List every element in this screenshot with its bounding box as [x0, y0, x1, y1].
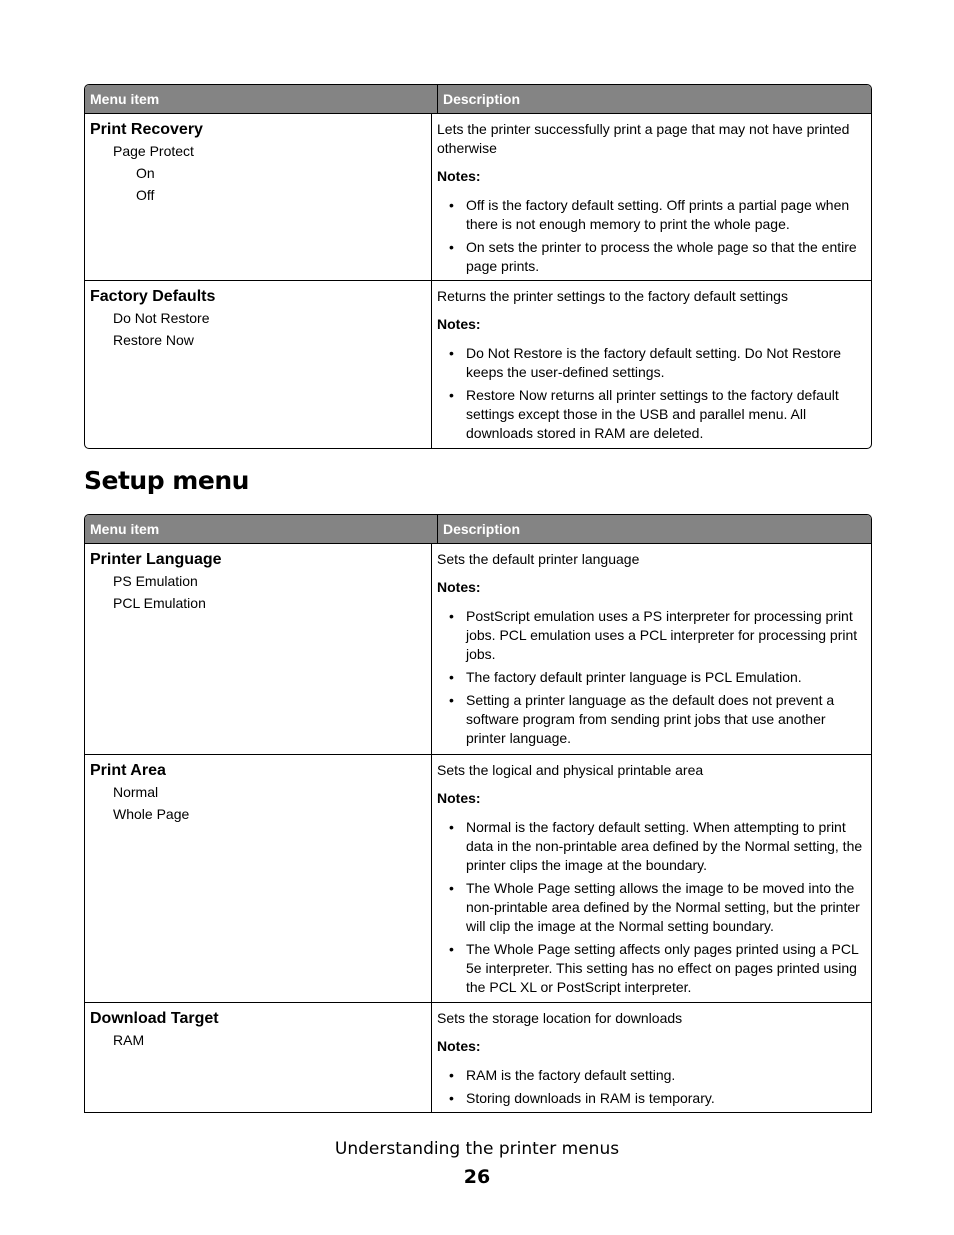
menu-item-title: Printer Language: [90, 551, 222, 568]
list-item: • Normal is the factory default setting. When attempting to print data in the non-printable area defined by the Normal setting, the printer clips the image at the boundary.: [437, 818, 867, 875]
description-cell: [432, 755, 871, 1002]
menu-item-cell: [85, 114, 432, 280]
description-cell: [432, 1003, 871, 1112]
list-item: • The factory default printer language is PCL Emulation.: [437, 668, 867, 687]
notes-list: [437, 344, 867, 443]
notes-label: Notes:: [437, 579, 481, 595]
menu-option: RAM: [113, 1032, 145, 1048]
table-row: [85, 1002, 871, 1112]
list-item: • PostScript emulation uses a PS interpreter for processing print jobs. PCL emulation uses a PCL interpreter for processing print jobs.: [437, 607, 867, 664]
notes-label: Notes:: [437, 168, 481, 184]
list-item: • Setting a printer language as the default does not prevent a software program from sending print jobs that use another printer language.: [437, 691, 867, 748]
description-text: Sets the logical and physical printable area: [437, 762, 704, 778]
description-text: Returns the printer settings to the factory default settings: [437, 288, 788, 304]
menu-option: Restore Now: [113, 332, 194, 348]
notes-label: Notes:: [437, 1038, 481, 1054]
list-item: • Off is the factory default setting. Off prints a partial page when there is not enough memory to print the whole page.: [437, 196, 867, 234]
column-header-menu-item: Menu item: [85, 515, 438, 543]
footer-chapter-title: Understanding the printer menus: [334, 1139, 620, 1159]
menu-option: Do Not Restore: [113, 310, 210, 326]
table-header: [85, 85, 871, 114]
menu-item-cell: [85, 1003, 432, 1112]
menu-item-title: Print Area: [90, 762, 166, 779]
list-item: • Do Not Restore is the factory default setting. Do Not Restore keeps the user-defined settings.: [437, 344, 867, 382]
menu-item-cell: [85, 544, 432, 754]
notes-list: [437, 196, 867, 276]
page-number: 26: [463, 1166, 491, 1188]
list-item: • RAM is the factory default setting.: [437, 1066, 867, 1085]
menu-item-title: Download Target: [90, 1010, 219, 1027]
notes-list: [437, 818, 867, 997]
menu-option: Whole Page: [113, 806, 190, 822]
notes-label: Notes:: [437, 790, 481, 806]
list-item: • The Whole Page setting allows the image to be moved into the non-printable area defined by the Normal setting, but the printer will clip the image at the Normal setting boundary.: [437, 879, 867, 936]
menu-item-cell: [85, 755, 432, 1002]
list-item: • The Whole Page setting affects only pages printed using a PCL 5e interpreter. This setting has no effect on pages printed using the PCL XL or PostScript interpreter.: [437, 940, 867, 997]
description-text: Sets the storage location for downloads: [437, 1010, 683, 1026]
table-row: [85, 280, 871, 448]
menu-option: Page Protect: [113, 143, 194, 159]
column-header-description: Description: [443, 521, 521, 537]
section-heading: Setup menu: [84, 466, 249, 495]
table-header: [85, 515, 871, 544]
description-cell: [432, 281, 871, 448]
table-row: [85, 114, 871, 280]
notes-label: Notes:: [437, 316, 481, 332]
menu-option: Off: [136, 187, 155, 203]
menu-item-title: Factory Defaults: [90, 288, 216, 305]
list-item: • Storing downloads in RAM is temporary.: [437, 1089, 867, 1108]
description-cell: [432, 544, 871, 754]
list-item: • On sets the printer to process the whole page so that the entire page prints.: [437, 238, 867, 276]
print-recovery-table: [84, 84, 872, 449]
table-row: [85, 544, 871, 754]
table-row: [85, 754, 871, 1002]
notes-list: [437, 607, 867, 748]
description-text: Lets the printer successfully print a page that may not have printed otherwise: [437, 121, 850, 156]
column-header-menu-item: Menu item: [85, 85, 438, 113]
menu-option: On: [136, 165, 155, 181]
description-text: Sets the default printer language: [437, 551, 640, 567]
notes-list: [437, 1066, 867, 1108]
description-cell: [432, 114, 871, 280]
menu-item-cell: [85, 281, 432, 448]
list-item: • Restore Now returns all printer settings to the factory default settings except those in the USB and parallel menu. All downloads stored in RAM are deleted.: [437, 386, 867, 443]
menu-option: PCL Emulation: [113, 595, 206, 611]
menu-option: Normal: [113, 784, 159, 800]
menu-option: PS Emulation: [113, 573, 198, 589]
menu-item-title: Print Recovery: [90, 121, 203, 138]
column-header-description: Description: [443, 91, 521, 107]
setup-menu-table: [84, 514, 872, 1113]
